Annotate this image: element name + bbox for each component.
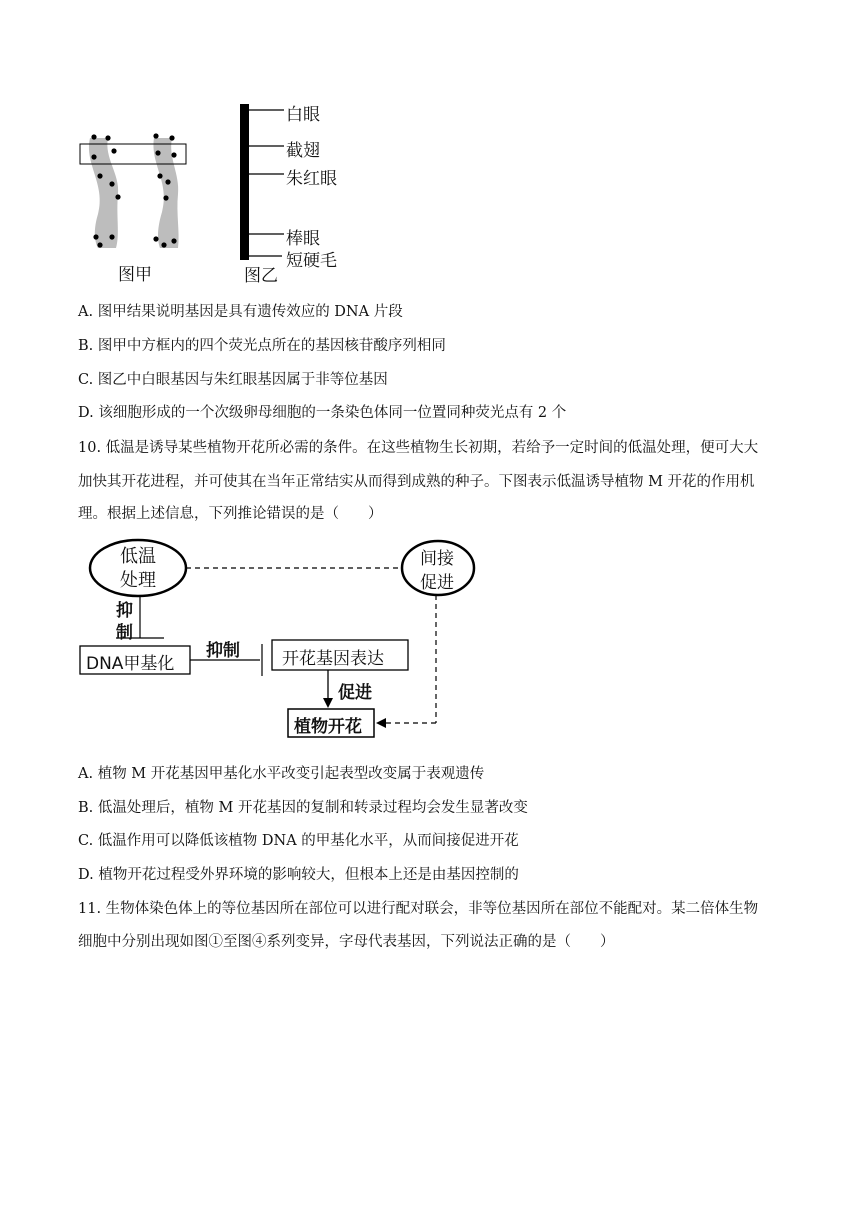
q10-stem-line-3: 理。根据上述信息，下列推论错误的是（ ）	[78, 506, 383, 522]
gene-label-bar-eye: 棒眼	[286, 229, 320, 249]
plant-flowering-label: 植物开花	[294, 717, 362, 737]
q9-option-d: D. 该细胞形成的一个次级卵母细胞的一条染色体同一位置同种荧光点有 2 个	[78, 405, 567, 421]
inhibit-vertical-text-2: 制	[116, 623, 133, 643]
promote-label: 促进	[338, 683, 372, 703]
q11-stem-line-1: 11. 生物体染色体上的等位基因所在部位可以进行配对联会，非等位基因所在部位不能配对。某二倍体生物	[78, 901, 759, 917]
inhibit-vertical-text-1: 抑	[116, 601, 133, 621]
figure-yi	[238, 98, 358, 288]
q9-option-a: A. 图甲结果说明基因是具有遗传效应的 DNA 片段	[78, 304, 403, 320]
q10-stem-line-1: 10. 低温是诱导某些植物开花所必需的条件。在这些植物生长初期，若给予一定时间的低温处理，便可大大	[78, 440, 759, 456]
q10-option-b: B. 低温处理后，植物 M 开花基因的复制和转录过程均会发生显著改变	[78, 800, 528, 816]
figure-jia-caption: 图甲	[118, 265, 152, 285]
gene-label-white-eye: 白眼	[286, 105, 320, 125]
q10-option-c: C. 低温作用可以降低该植物 DNA 的甲基化水平，从而间接促进开花	[78, 833, 519, 849]
figure-jia	[76, 124, 196, 284]
dna-methylation-label: DNA甲基化	[86, 654, 175, 674]
q10-option-d: D. 植物开花过程受外界环境的影响较大，但根本上还是由基因控制的	[78, 867, 519, 883]
q10-mechanism-diagram	[78, 536, 498, 746]
q10-stem-line-2: 加快其开花进程，并可使其在当年正常结实从而得到成熟的种子。下图表示低温诱导植物 M 开花的作用机	[78, 474, 755, 490]
q11-stem-line-2: 细胞中分别出现如图①至图④系列变异，字母代表基因，下列说法正确的是（ ）	[78, 934, 615, 950]
indirect-promote-text-2: 促进	[420, 573, 454, 593]
gene-label-short-bristle: 短硬毛	[286, 251, 337, 271]
gene-label-vermilion-eye: 朱红眼	[286, 169, 337, 189]
q9-option-b: B. 图甲中方框内的四个荧光点所在的基因核苷酸序列相同	[78, 338, 446, 354]
q9-option-c: C. 图乙中白眼基因与朱红眼基因属于非等位基因	[78, 372, 388, 388]
inhibit-horizontal-label: 抑制	[206, 641, 240, 661]
cold-treatment-text-1: 低温	[120, 546, 156, 567]
gene-expression-label: 开花基因表达	[282, 649, 384, 669]
q10-option-a: A. 植物 M 开花基因甲基化水平改变引起表型改变属于表观遗传	[78, 766, 485, 782]
gene-label-cut-wing: 截翅	[286, 141, 320, 161]
figure-yi-caption: 图乙	[244, 266, 278, 286]
indirect-promote-text-1: 间接	[420, 549, 454, 569]
cold-treatment-text-2: 处理	[120, 570, 156, 591]
